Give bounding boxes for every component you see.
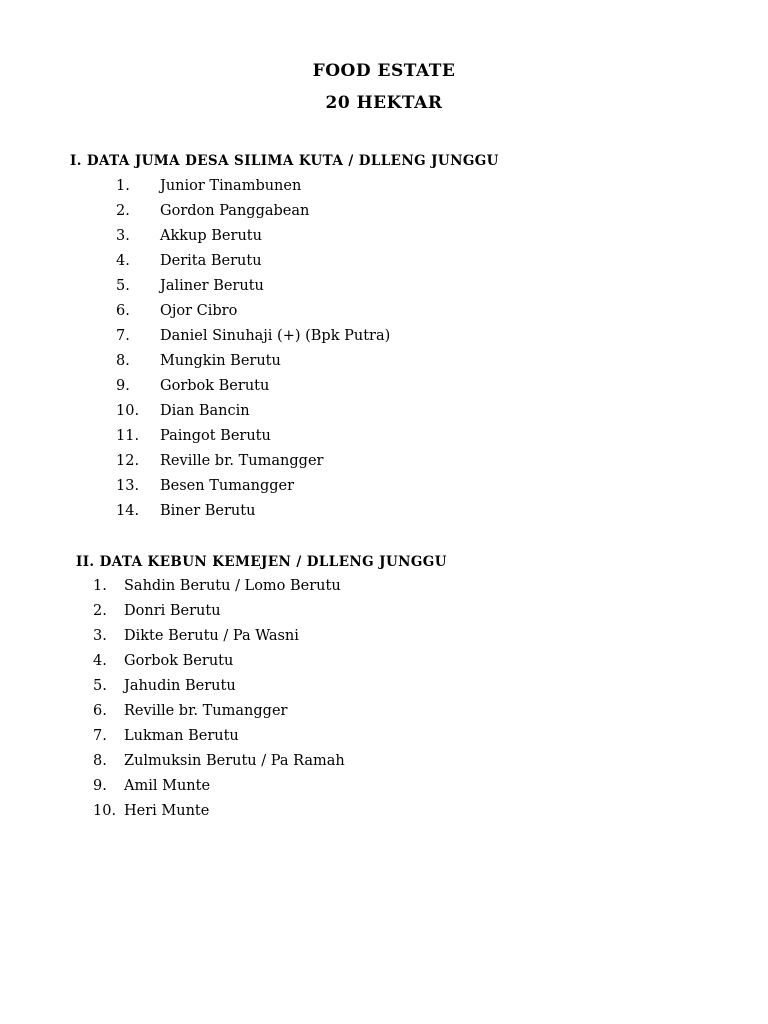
list-item-number: 7. [116,328,130,344]
list-item-number: 9. [93,778,107,794]
list-item-number: 12. [116,453,140,469]
list-item-number: 8. [116,353,130,369]
list-item-number: 14. [116,503,140,519]
list-item-number: 7. [93,728,107,744]
list-item-number: 4. [93,653,107,669]
list-item-name: Reville br. Tumangger [124,703,288,719]
list-item-number: 6. [93,703,107,719]
list-item-number: 5. [93,678,107,694]
list-item-name: Lukman Berutu [124,728,239,744]
list-item-number: 4. [116,253,130,269]
list-item-number: 5. [116,278,130,294]
list-item-name: Ojor Cibro [160,303,238,319]
list-item-name: Daniel Sinuhaji (+) (Bpk Putra) [160,328,391,344]
list-item-name: Derita Berutu [160,253,262,269]
section-2-heading: II. DATA KEBUN KEMEJEN / DLLENG JUNGGU [76,554,447,570]
list-item-name: Jahudin Berutu [124,678,236,694]
document-subtitle: 20 HEKTAR [325,93,443,113]
list-item-name: Paingot Berutu [160,428,271,444]
list-item-number: 1. [93,578,107,594]
list-item-name: Sahdin Berutu / Lomo Berutu [124,578,341,594]
list-item-number: 1. [116,178,130,194]
document-title: FOOD ESTATE [312,61,456,81]
list-item-name: Heri Munte [124,803,210,819]
list-item-name: Reville br. Tumangger [160,453,324,469]
list-item-number: 11. [116,428,140,444]
list-item-name: Gordon Panggabean [160,203,310,219]
list-item-number: 10. [116,403,140,419]
list-item-name: Gorbok Berutu [124,653,234,669]
list-item-number: 6. [116,303,130,319]
list-item-number: 8. [93,753,107,769]
list-item-name: Biner Berutu [160,503,256,519]
list-item-name: Jaliner Berutu [160,278,264,294]
list-item-name: Dian Bancin [160,403,250,419]
list-item-name: Donri Berutu [124,603,221,619]
list-item-number: 2. [116,203,130,219]
list-item-number: 13. [116,478,140,494]
list-item-name: Besen Tumangger [160,478,295,494]
list-item-name: Dikte Berutu / Pa Wasni [124,628,299,644]
list-item-name: Zulmuksin Berutu / Pa Ramah [124,753,345,769]
list-item-number: 9. [116,378,130,394]
list-item-name: Mungkin Berutu [160,353,281,369]
list-item-number: 2. [93,603,107,619]
list-item-name: Junior Tinambunen [160,178,302,194]
list-item-name: Akkup Berutu [160,228,262,244]
section-1-heading: I. DATA JUMA DESA SILIMA KUTA / DLLENG JUNGGU [70,153,499,169]
list-item-name: Gorbok Berutu [160,378,270,394]
list-item-number: 3. [93,628,107,644]
list-item-number: 10. [93,803,117,819]
list-item-name: Amil Munte [124,778,211,794]
list-item-number: 3. [116,228,130,244]
